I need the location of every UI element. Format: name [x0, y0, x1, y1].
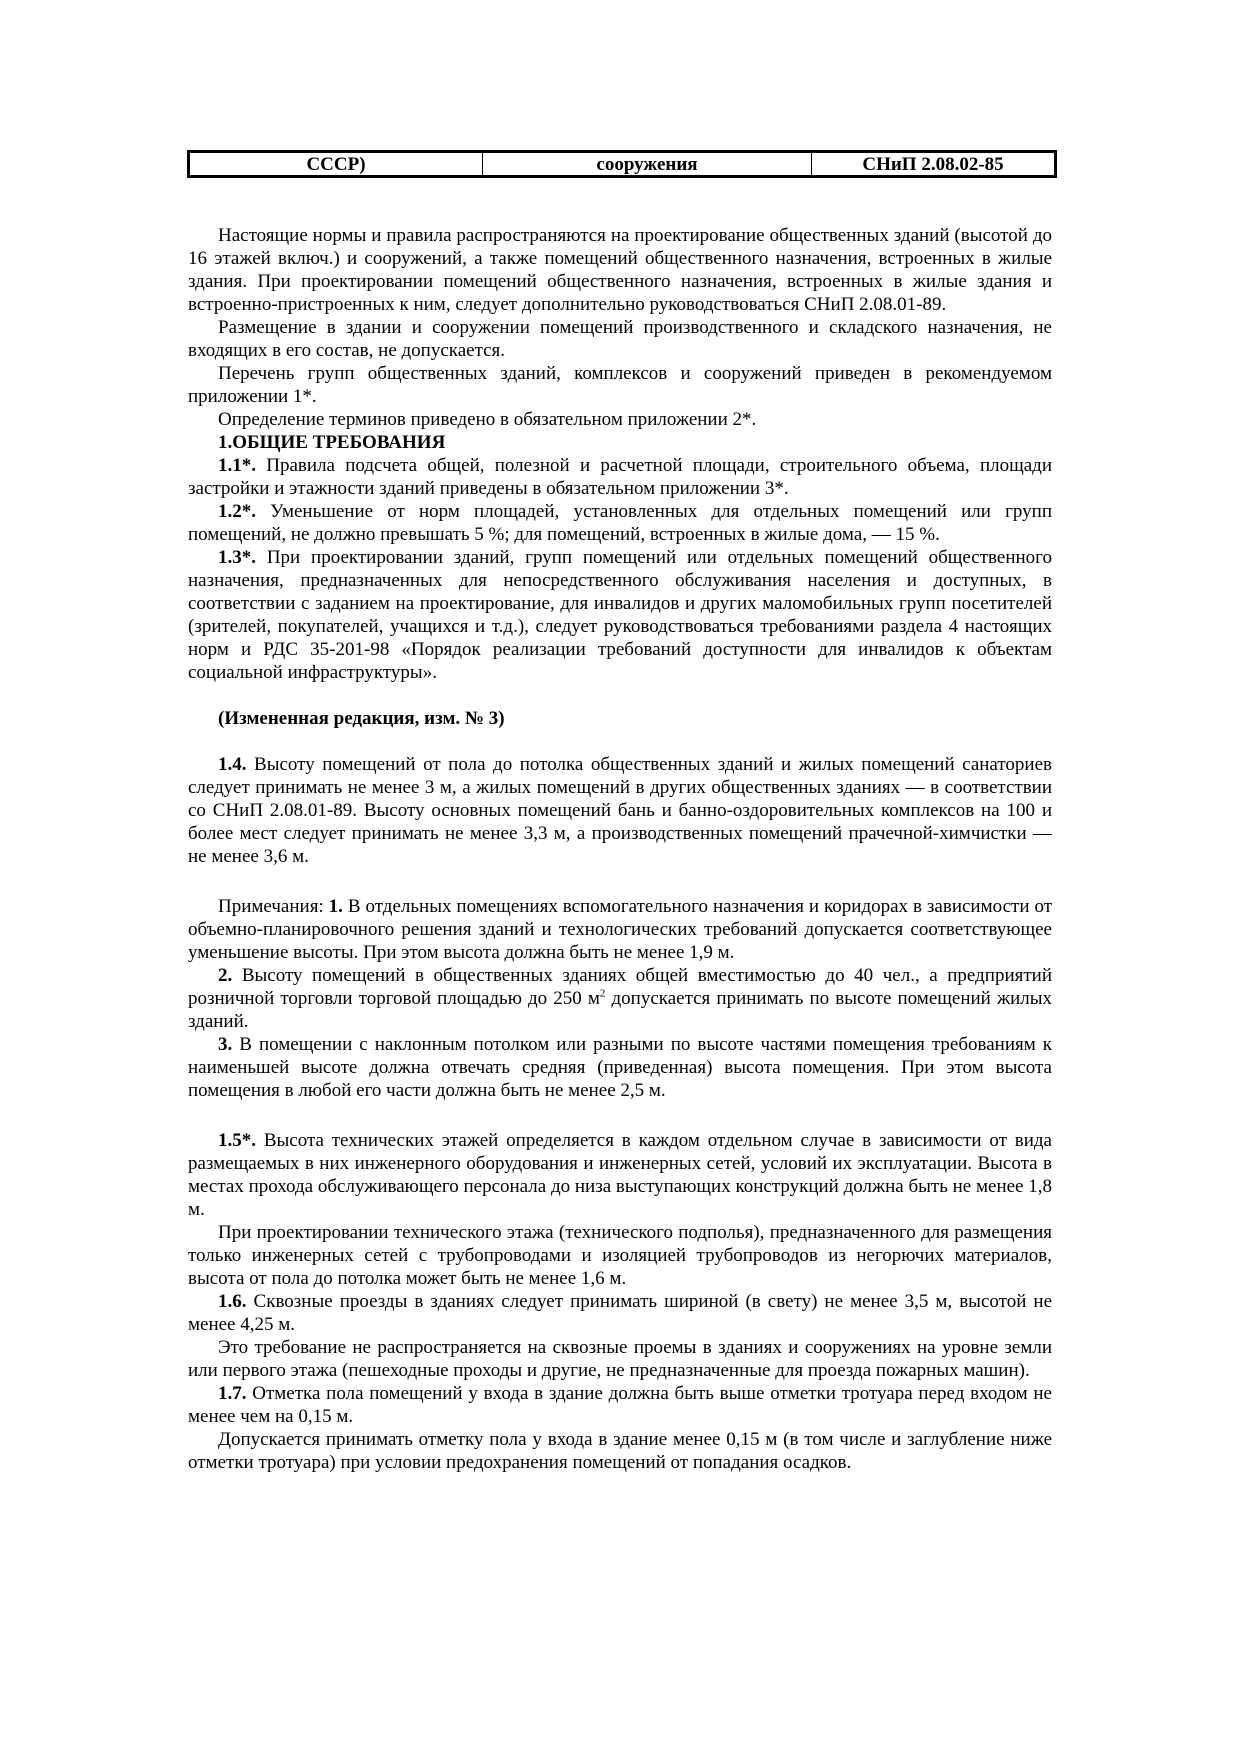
header-cell-origin: СССР)	[189, 152, 483, 177]
clause-number: 1.7.	[218, 1383, 247, 1404]
clause-text: Уменьшение от норм площадей, установленных для отдельных помещений или групп помещений, не должно превышать 5 %; для помещений, встроенных в жилые дома, — 15 %.	[188, 501, 1052, 545]
clause-text: Высота технических этажей определяется в каждом отдельном случае в зависимости от вида размещаемых в них инженерного оборудования и инженерных сетей, условий их эксплуатации. Высота в местах прохода обслуживающего персонала до низа выступающих конструкций должна быть не менее 1,8 м.	[188, 1130, 1052, 1220]
note-text: В отдельных помещениях вспомогательного назначения и коридорах в зависимости от объемно-планировочного решения зданий и технологических требований допускается соответствующее уменьшение высоты. При этом высота должна быть не менее 1,9 м.	[188, 896, 1052, 963]
clause-1-7-continued: Допускается принимать отметку пола у входа в здание менее 0,15 м (в том числе и заглубление ниже отметки тротуара) при условии предохранения помещений от попадания осадков.	[188, 1429, 1052, 1473]
note-1	[188, 895, 1052, 964]
note-2	[188, 964, 1052, 1033]
clause-text: Сквозные проезды в зданиях следует принимать шириной (в свету) не менее 3,5 м, высотой не менее 4,25 м.	[188, 1291, 1052, 1335]
header-cell-code: СНиП 2.08.02-85	[812, 152, 1056, 177]
document-body	[188, 224, 1052, 1474]
clause-1-4	[188, 753, 1052, 868]
intro-paragraph-list-ref: Перечень групп общественных зданий, комплексов и сооружений приведен в рекомендуемом приложении 1*.	[188, 363, 1052, 407]
clause-number: 1.4.	[218, 754, 247, 775]
note-text: Высоту помещений в общественных зданиях общей вместимостью до 40 чел., а предприятий розничной торговли торговой площадью до 250 м	[188, 965, 1052, 1009]
clause-text: При проектировании зданий, групп помещений или отдельных помещений общественного назначения, предназначенных для непосредственного обслуживания населения и доступных, в соответствии с заданием на проектирование, для инвалидов и других маломобильных групп посетителей (зрителей, покупателей, учащихся и т.д.), следует руководствоваться требованиями раздела 4 настоящих норм и РДС 35-201-98 «Порядок реализации требований доступности для инвалидов к объектам социальной инфраструктуры».	[188, 547, 1052, 683]
note-text-continued: допускается принимать по высоте помещений жилых зданий.	[188, 988, 1052, 1032]
clause-number: 1.6.	[218, 1291, 247, 1312]
revision-note: (Измененная редакция, изм. № 3)	[218, 708, 505, 729]
clause-1-6	[188, 1290, 1052, 1336]
clause-1-7	[188, 1382, 1052, 1428]
superscript: 2	[599, 987, 606, 1000]
clause-number: 1.5*.	[218, 1130, 256, 1151]
clause-number: 1.1*.	[218, 455, 256, 476]
clause-1-6-continued: Это требование не распространяется на сквозные проемы в зданиях и сооружениях на уровне земли или первого этажа (пешеходные проходы и другие, не предназначенные для проезда пожарных машин).	[188, 1337, 1052, 1381]
clause-1-1	[188, 454, 1052, 500]
notes-label: Примечания:	[218, 896, 329, 917]
clause-text: Высоту помещений от пола до потолка общественных зданий и жилых помещений санаториев следует принимать не менее 3 м, а жилых помещений в других общественных зданиях — в соответствии со СНиП 2.08.01-89. Высоту основных помещений бань и банно-оздоровительных комплексов на 100 и более мест следует принимать не менее 3,3 м, а производственных помещений прачечной-химчистки — не менее 3,6 м.	[188, 754, 1052, 867]
document-header-table	[187, 150, 1057, 178]
note-3	[188, 1033, 1052, 1102]
note-text: В помещении с наклонным потолком или разными по высоте частями помещения требованиям к наименьшей высоте должна отвечать средняя (приведенная) высота помещения. При этом высота помещения в любой его части должна быть не менее 2,5 м.	[188, 1034, 1052, 1101]
header-cell-subject: сооружения	[483, 152, 812, 177]
note-number: 3.	[218, 1034, 233, 1055]
intro-paragraph-terms-ref: Определение терминов приведено в обязательном приложении 2*.	[218, 409, 757, 430]
clause-1-5	[188, 1129, 1052, 1221]
section-heading: 1.ОБЩИЕ ТРЕБОВАНИЯ	[218, 432, 446, 453]
intro-paragraph-scope: Настоящие нормы и правила распространяются на проектирование общественных зданий (высотой до 16 этажей включ.) и сооружений, а также помещений общественного назначения, встроенных в жилые здания. При проектировании помещений общественного назначения, встроенных в жилые здания и встроенно-пристроенных к ним, следует дополнительно руководствоваться СНиП 2.08.01-89.	[188, 225, 1052, 315]
clause-text: Правила подсчета общей, полезной и расчетной площади, строительного объема, площади застройки и этажности зданий приведены в обязательном приложении 3*.	[188, 455, 1052, 499]
intro-paragraph-placement: Размещение в здании и сооружении помещений производственного и складского назначения, не входящих в его состав, не допускается.	[188, 317, 1052, 361]
clause-number: 1.2*.	[218, 501, 256, 522]
clause-1-2	[188, 500, 1052, 546]
clause-1-5-continued: При проектировании технического этажа (технического подполья), предназначенного для размещения только инженерных сетей с трубопроводами и изоляцией трубопроводов из негорючих материалов, высота от пола до потолка может быть не менее 1,6 м.	[188, 1222, 1052, 1289]
note-number: 2.	[218, 965, 233, 986]
note-number: 1.	[328, 896, 343, 917]
clause-1-3	[188, 546, 1052, 684]
clause-number: 1.3*.	[218, 547, 256, 568]
clause-text: Отметка пола помещений у входа в здание должна быть выше отметки тротуара перед входом не менее чем на 0,15 м.	[188, 1383, 1052, 1427]
